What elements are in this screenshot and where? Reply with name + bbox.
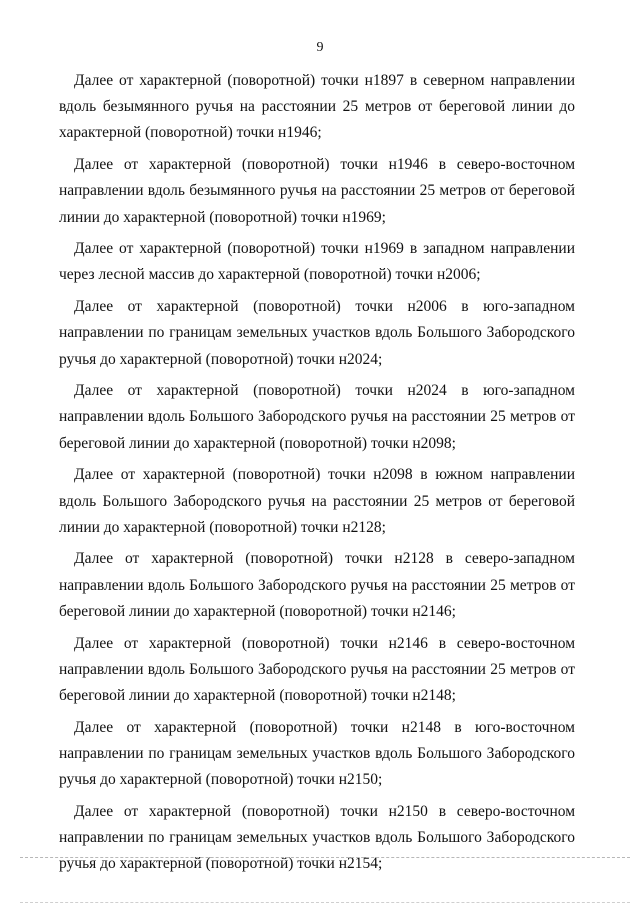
boundary-paragraph-2: Далее от характерной (поворотной) точки н1946 в северо-восточном направлении вдоль безымянного ручья на расстоянии 25 метров от береговой линии до характерной (поворотной) точки н1969; bbox=[59, 156, 575, 226]
boundary-paragraph-4: Далее от характерной (поворотной) точки н2006 в юго-западном направлении по границам земельных участков вдоль Большого Забородского ручья до характерной (поворотной) точки н2024; bbox=[59, 298, 575, 368]
scan-artifact-line bbox=[20, 857, 630, 858]
boundary-paragraph-6: Далее от характерной (поворотной) точки н2098 в южном направлении вдоль Большого Забородского ручья на расстоянии 25 метров от береговой линии до характерной (поворотной) точки н2128; bbox=[59, 466, 575, 536]
boundary-paragraph-1: Далее от характерной (поворотной) точки н1897 в северном направлении вдоль безымянного ручья на расстоянии 25 метров от береговой линии до характерной (поворотной) точки н1946; bbox=[59, 72, 575, 142]
boundary-paragraph-5: Далее от характерной (поворотной) точки н2024 в юго-западном направлении вдоль Большого Забородского ручья на расстоянии 25 метров от береговой линии до характерной (поворотной) точки н2098; bbox=[59, 382, 575, 452]
boundary-paragraph-3: Далее от характерной (поворотной) точки н1969 в западном направлении через лесной массив до характерной (поворотной) точки н2006; bbox=[59, 240, 575, 284]
boundary-paragraph-7: Далее от характерной (поворотной) точки н2128 в северо-западном направлении вдоль Большого Забородского ручья на расстоянии 25 метров от береговой линии до характерной (поворотной) точки н2146; bbox=[59, 550, 575, 620]
document-body bbox=[59, 68, 575, 883]
page-number: 9 bbox=[316, 40, 324, 55]
boundary-paragraph-8: Далее от характерной (поворотной) точки н2146 в северо-восточном направлении вдоль Большого Забородского ручья на расстоянии 25 метров от береговой линии до характерной (поворотной) точки н2148; bbox=[59, 634, 575, 704]
scan-artifact-line-bottom bbox=[20, 902, 630, 903]
boundary-paragraph-10: Далее от характерной (поворотной) точки н2150 в северо-восточном направлении по границам земельных участков вдоль Большого Забородского ручья до характерной (поворотной) точки н2154; bbox=[59, 802, 575, 873]
boundary-paragraph-9: Далее от характерной (поворотной) точки н2148 в юго-восточном направлении по границам земельных участков вдоль Большого Забородского ручья до характерной (поворотной) точки н2150; bbox=[59, 718, 575, 789]
